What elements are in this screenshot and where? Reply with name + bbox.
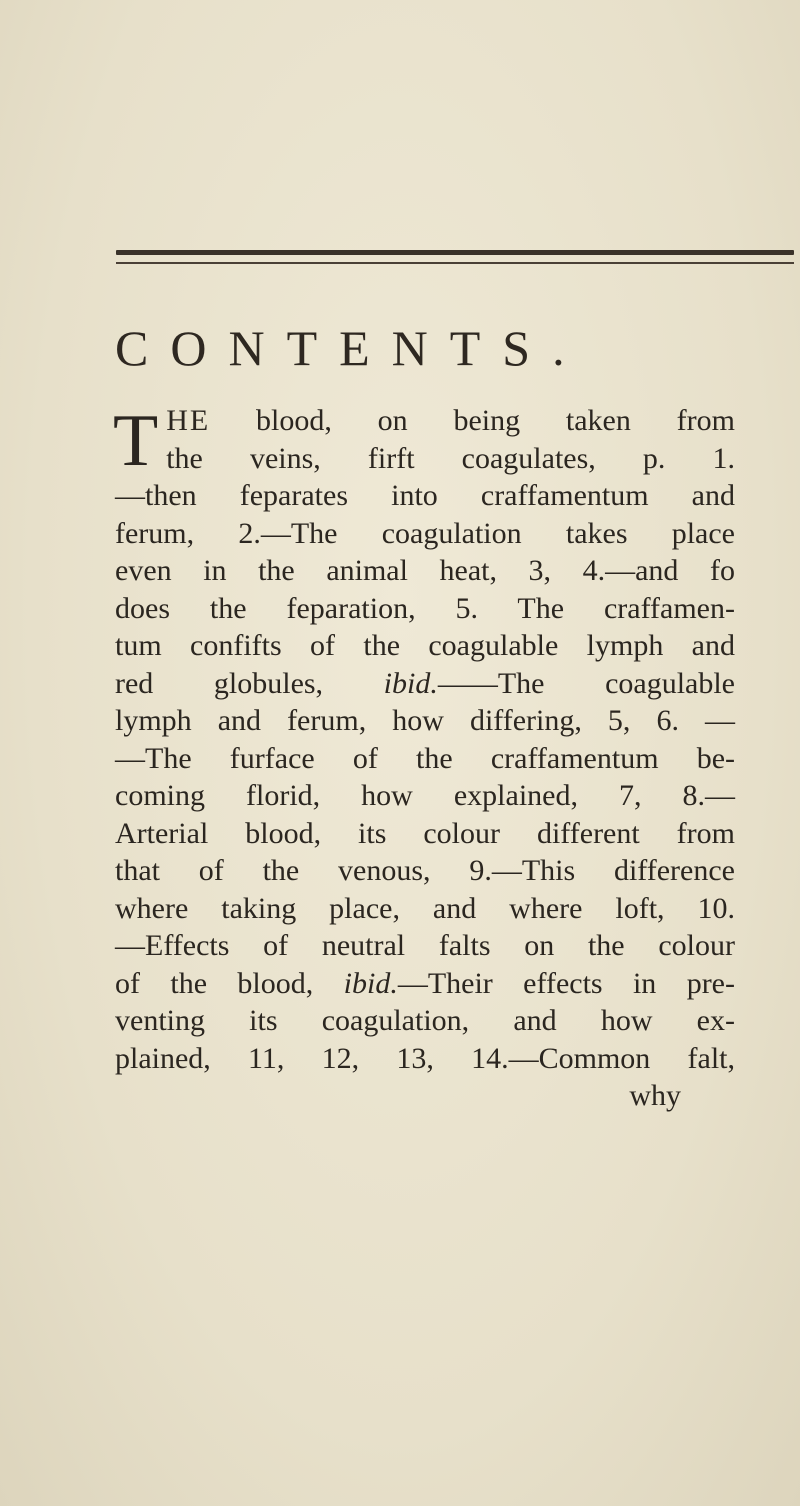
line-8-part-b: ——The coagulable <box>437 666 735 700</box>
text-line-10: —The furface of the craffamentum be- <box>115 741 735 775</box>
text-line-4: ferum, 2.—The coagulation takes place <box>115 516 735 550</box>
line-16-ibid: ibid. <box>343 966 398 1000</box>
first-word-rest: HE <box>166 404 211 437</box>
text-line-11: coming florid, how explained, 7, 8.— <box>115 779 735 812</box>
text-line-16 <box>115 965 735 1003</box>
text-line-3: —then feparates into craffamentum and <box>115 479 735 512</box>
text-line-2: the veins, firft coagulates, p. 1. <box>166 441 735 475</box>
text-line-14: where taking place, and where loft, 10. <box>115 891 735 925</box>
text-line-7: tum confifts of the coagulable lymph and <box>115 629 735 662</box>
drop-cap: T <box>113 400 159 482</box>
text-line-13: that of the venous, 9.—This difference <box>115 854 735 887</box>
header-rule-thin <box>116 262 794 264</box>
text-line-15: —Effects of neutral falts on the colour <box>115 929 735 962</box>
contents-text <box>115 402 735 1115</box>
text-line-1 <box>115 402 735 440</box>
text-line-18: plained, 11, 12, 13, 14.—Common falt, <box>115 1041 735 1075</box>
text-line-5: even in the animal heat, 3, 4.—and fo <box>115 554 735 587</box>
line-8-ibid: ibid. <box>383 666 438 700</box>
text-line-9: lymph and ferum, how differing, 5, 6. — <box>115 704 735 737</box>
line-16-part-a: of the blood, <box>115 966 314 1000</box>
catchword: why <box>629 1079 681 1112</box>
text-line-12: Arterial blood, its colour different from <box>115 816 735 850</box>
page-heading: CONTENTS. <box>115 320 587 376</box>
line-8-part-a: red globules, <box>115 666 324 700</box>
line-16-part-b: —Their effects in pre- <box>397 966 735 1000</box>
text-line-6: does the feparation, 5. The craffamen- <box>115 591 735 625</box>
text-line-8 <box>115 665 735 703</box>
header-rule-thick <box>116 250 794 255</box>
text-line-17: venting its coagulation, and how ex- <box>115 1004 735 1037</box>
line-1-text: blood, on being taken from <box>256 404 735 437</box>
